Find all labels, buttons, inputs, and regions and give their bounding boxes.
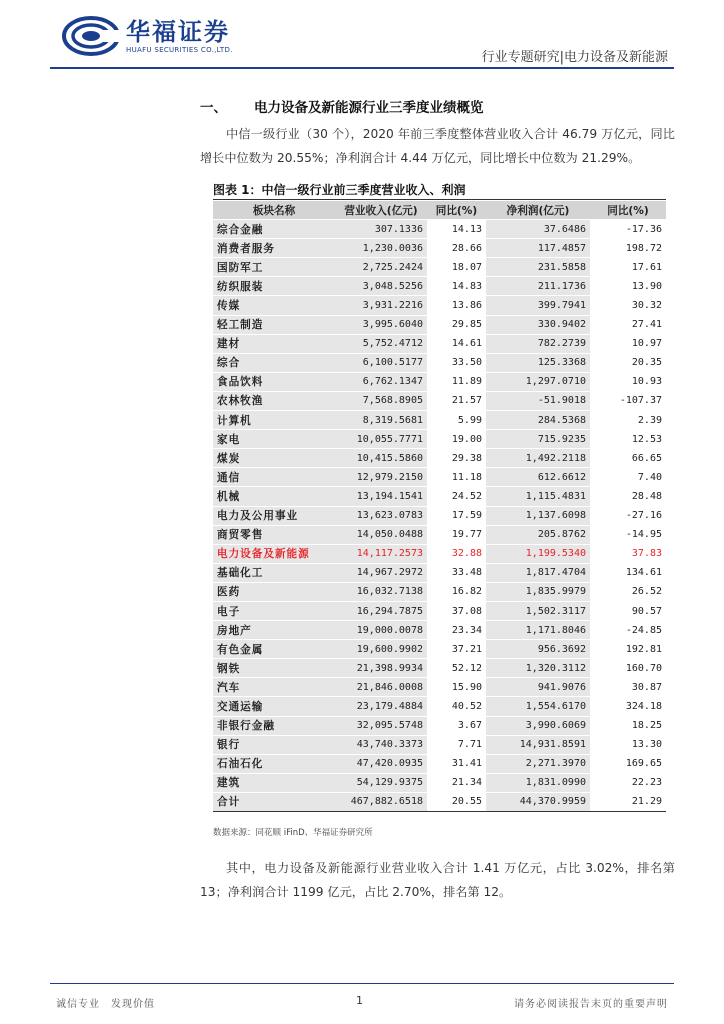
cell-profit-yoy: 17.61: [590, 258, 666, 277]
cell-revenue-yoy: 16.82: [427, 582, 486, 601]
table-row: [213, 468, 666, 487]
footer-divider: [50, 983, 674, 984]
table-row: [213, 601, 666, 620]
cell-profit-yoy: 169.65: [590, 754, 666, 773]
cell-sector: 商贸零售: [213, 525, 335, 544]
cell-profit-yoy: 198.72: [590, 239, 666, 258]
table-row: [213, 315, 666, 334]
cell-revenue-yoy: 52.12: [427, 659, 486, 678]
table-total-row: [213, 792, 666, 811]
table-row: [213, 773, 666, 792]
cell-sector: 石油石化: [213, 754, 335, 773]
figure-source: 数据来源：同花顺 iFinD、华福证券研究所: [213, 828, 373, 838]
cell-revenue-yoy: 14.83: [427, 277, 486, 296]
cell-revenue: 43,740.3373: [335, 735, 427, 754]
cell-profit-yoy: 28.48: [590, 487, 666, 506]
page-number: 1: [356, 994, 363, 1007]
table-row: [213, 258, 666, 277]
table-row: [213, 544, 666, 563]
table-row: [213, 582, 666, 601]
industry-table: [213, 201, 666, 812]
cell-revenue: 6,762.1347: [335, 372, 427, 391]
cell-sector: 消费者服务: [213, 239, 335, 258]
cell-profit-yoy: 30.87: [590, 678, 666, 697]
cell-profit: 1,115.4831: [486, 487, 590, 506]
cell-sector: 有色金属: [213, 640, 335, 659]
footer-slogan: 诚信专业 发现价值: [56, 999, 155, 1010]
cell-revenue: 10,415.5860: [335, 449, 427, 468]
cell-sector: 纺织服装: [213, 277, 335, 296]
cell-revenue: 14,117.2573: [335, 544, 427, 563]
cell-revenue-yoy: 21.34: [427, 773, 486, 792]
cell-sector: 建材: [213, 334, 335, 353]
cell-profit: 956.3692: [486, 640, 590, 659]
cell-sector: 传媒: [213, 296, 335, 315]
cell-sector: 计算机: [213, 411, 335, 430]
cell-profit: 715.9235: [486, 430, 590, 449]
cell-profit-yoy: 26.52: [590, 582, 666, 601]
col-header-profit: 净利润(亿元): [486, 201, 590, 220]
cell-profit-yoy: 134.61: [590, 563, 666, 582]
cell-profit-yoy: 7.40: [590, 468, 666, 487]
cell-profit: 3,990.6069: [486, 716, 590, 735]
cell-revenue-yoy: 13.86: [427, 296, 486, 315]
cell-revenue: 3,931.2216: [335, 296, 427, 315]
cell-sector: 汽车: [213, 678, 335, 697]
table-header-row: [213, 201, 666, 220]
cell-revenue-yoy: 20.55: [427, 792, 486, 811]
cell-revenue-yoy: 18.07: [427, 258, 486, 277]
cell-revenue-yoy: 23.34: [427, 621, 486, 640]
table-row: [213, 621, 666, 640]
cell-profit-yoy: 10.97: [590, 334, 666, 353]
cell-revenue-yoy: 24.52: [427, 487, 486, 506]
section-title: 电力设备及新能源行业三季度业绩概览: [254, 100, 484, 116]
table-row: [213, 334, 666, 353]
cell-profit: 117.4857: [486, 239, 590, 258]
cell-sector: 合计: [213, 792, 335, 811]
cell-revenue-yoy: 33.48: [427, 563, 486, 582]
cell-revenue-yoy: 15.90: [427, 678, 486, 697]
cell-profit: 2,271.3970: [486, 754, 590, 773]
cell-sector: 煤炭: [213, 449, 335, 468]
cell-profit-yoy: -24.85: [590, 621, 666, 640]
figure-title: 图表 1：中信一级行业前三季度营业收入、利润: [213, 183, 466, 197]
cell-sector: 交通运输: [213, 697, 335, 716]
cell-revenue-yoy: 14.61: [427, 334, 486, 353]
cell-profit: 14,931.8591: [486, 735, 590, 754]
summary-paragraph: 其中，电力设备及新能源行业营业收入合计 1.41 万亿元，占比 3.02%，排名第 13；净利润合计 1199 亿元，占比 2.70%，排名第 12。: [200, 861, 675, 899]
cell-profit: 1,817.4704: [486, 563, 590, 582]
cell-profit: 1,137.6098: [486, 506, 590, 525]
table-row: [213, 735, 666, 754]
cell-revenue: 8,319.5681: [335, 411, 427, 430]
table-row: [213, 563, 666, 582]
cell-revenue: 1,230.0036: [335, 239, 427, 258]
section-heading: [200, 96, 484, 116]
footer-disclaimer: 请务必阅读报告末页的重要声明: [514, 999, 668, 1010]
cell-revenue-yoy: 11.89: [427, 372, 486, 391]
cell-revenue-yoy: 7.71: [427, 735, 486, 754]
cell-profit-yoy: 160.70: [590, 659, 666, 678]
cell-sector: 综合: [213, 353, 335, 372]
cell-profit: 44,370.9959: [486, 792, 590, 811]
cell-sector: 建筑: [213, 773, 335, 792]
cell-profit: 1,297.0710: [486, 372, 590, 391]
cell-profit: 231.5858: [486, 258, 590, 277]
cell-revenue: 3,048.5256: [335, 277, 427, 296]
col-header-revenue-yoy: 同比(%): [427, 201, 486, 220]
cell-profit: 37.6486: [486, 220, 590, 239]
cell-revenue: 307.1336: [335, 220, 427, 239]
cell-sector: 综合金融: [213, 220, 335, 239]
cell-profit-yoy: 90.57: [590, 601, 666, 620]
cell-sector: 轻工制造: [213, 315, 335, 334]
cell-revenue-yoy: 14.13: [427, 220, 486, 239]
table-row: [213, 372, 666, 391]
cell-revenue: 19,000.0078: [335, 621, 427, 640]
cell-profit: 1,171.8046: [486, 621, 590, 640]
cell-profit: 1,199.5340: [486, 544, 590, 563]
company-name-en: HUAFU SECURITIES CO.,LTD.: [126, 46, 233, 54]
cell-profit-yoy: 12.53: [590, 430, 666, 449]
cell-revenue-yoy: 21.57: [427, 391, 486, 410]
cell-sector: 基础化工: [213, 563, 335, 582]
table-row: [213, 487, 666, 506]
cell-profit: 284.5368: [486, 411, 590, 430]
cell-profit: 399.7941: [486, 296, 590, 315]
cell-profit: 1,554.6170: [486, 697, 590, 716]
table-row: [213, 220, 666, 239]
cell-revenue: 16,294.7875: [335, 601, 427, 620]
cell-sector: 电力设备及新能源: [213, 544, 335, 563]
cell-revenue-yoy: 3.67: [427, 716, 486, 735]
cell-profit: 941.9076: [486, 678, 590, 697]
table-row: [213, 296, 666, 315]
cell-profit-yoy: 324.18: [590, 697, 666, 716]
cell-profit: 1,502.3117: [486, 601, 590, 620]
cell-sector: 国防军工: [213, 258, 335, 277]
cell-revenue: 5,752.4712: [335, 334, 427, 353]
cell-profit-yoy: 20.35: [590, 353, 666, 372]
cell-revenue: 3,995.6040: [335, 315, 427, 334]
cell-revenue: 10,055.7771: [335, 430, 427, 449]
table-row: [213, 449, 666, 468]
cell-profit-yoy: 21.29: [590, 792, 666, 811]
col-header-profit-yoy: 同比(%): [590, 201, 666, 220]
table-row: [213, 525, 666, 544]
cell-sector: 医药: [213, 582, 335, 601]
cell-profit-yoy: 18.25: [590, 716, 666, 735]
report-category: 行业专题研究|电力设备及新能源: [481, 50, 668, 65]
cell-revenue-yoy: 19.00: [427, 430, 486, 449]
cell-revenue-yoy: 33.50: [427, 353, 486, 372]
table-row: [213, 430, 666, 449]
cell-profit: 1,492.2118: [486, 449, 590, 468]
col-header-revenue: 营业收入(亿元): [335, 201, 427, 220]
cell-revenue: 13,194.1541: [335, 487, 427, 506]
table-row: [213, 697, 666, 716]
cell-revenue: 16,032.7138: [335, 582, 427, 601]
cell-sector: 房地产: [213, 621, 335, 640]
cell-revenue-yoy: 5.99: [427, 411, 486, 430]
cell-profit: 1,320.3112: [486, 659, 590, 678]
cell-revenue-yoy: 37.08: [427, 601, 486, 620]
cell-revenue: 6,100.5177: [335, 353, 427, 372]
cell-sector: 电子: [213, 601, 335, 620]
cell-revenue-yoy: 28.66: [427, 239, 486, 258]
cell-profit: 1,831.0990: [486, 773, 590, 792]
cell-profit-yoy: 10.93: [590, 372, 666, 391]
cell-profit-yoy: -17.36: [590, 220, 666, 239]
company-name-cn: 华福证券: [126, 18, 230, 46]
cell-sector: 银行: [213, 735, 335, 754]
cell-profit-yoy: 13.30: [590, 735, 666, 754]
table-row: [213, 277, 666, 296]
cell-profit-yoy: 37.83: [590, 544, 666, 563]
cell-revenue: 12,979.2150: [335, 468, 427, 487]
table-row: [213, 506, 666, 525]
cell-profit: 125.3368: [486, 353, 590, 372]
cell-revenue: 21,846.0008: [335, 678, 427, 697]
cell-revenue: 19,600.9902: [335, 640, 427, 659]
table-row: [213, 239, 666, 258]
cell-sector: 非银行金融: [213, 716, 335, 735]
cell-profit-yoy: 2.39: [590, 411, 666, 430]
cell-revenue-yoy: 11.18: [427, 468, 486, 487]
cell-profit-yoy: -14.95: [590, 525, 666, 544]
cell-revenue: 13,623.0783: [335, 506, 427, 525]
cell-profit-yoy: 13.90: [590, 277, 666, 296]
cell-revenue-yoy: 29.85: [427, 315, 486, 334]
table-row: [213, 391, 666, 410]
table-row: [213, 716, 666, 735]
cell-revenue: 21,398.9934: [335, 659, 427, 678]
table-row: [213, 411, 666, 430]
cell-revenue-yoy: 37.21: [427, 640, 486, 659]
cell-profit: 205.8762: [486, 525, 590, 544]
cell-sector: 农林牧渔: [213, 391, 335, 410]
cell-revenue-yoy: 32.88: [427, 544, 486, 563]
cell-revenue: 54,129.9375: [335, 773, 427, 792]
table-body: [213, 220, 666, 812]
cell-revenue-yoy: 29.38: [427, 449, 486, 468]
cell-profit-yoy: 27.41: [590, 315, 666, 334]
cell-revenue: 7,568.8905: [335, 391, 427, 410]
cell-profit: 1,835.9979: [486, 582, 590, 601]
cell-profit: 782.2739: [486, 334, 590, 353]
company-logo: [62, 16, 233, 56]
cell-revenue-yoy: 31.41: [427, 754, 486, 773]
cell-revenue: 2,725.2424: [335, 258, 427, 277]
cell-profit-yoy: 30.32: [590, 296, 666, 315]
cell-sector: 钢铁: [213, 659, 335, 678]
cell-profit-yoy: 22.23: [590, 773, 666, 792]
table-row: [213, 640, 666, 659]
table-row: [213, 678, 666, 697]
figure-top-rule: [213, 199, 666, 200]
section-number: 一、: [200, 100, 227, 116]
intro-paragraph: 中信一级行业（30 个），2020 年前三季度整体营业收入合计 46.79 万亿元，同比增长中位数为 20.55%；净利润合计 4.44 万亿元，同比增长中位数为 21.29%。: [200, 127, 675, 165]
cell-revenue: 467,882.6518: [335, 792, 427, 811]
cell-profit-yoy: 192.81: [590, 640, 666, 659]
table-row: [213, 754, 666, 773]
table-row: [213, 353, 666, 372]
table-row: [213, 659, 666, 678]
cell-profit-yoy: 66.65: [590, 449, 666, 468]
cell-profit: -51.9018: [486, 391, 590, 410]
cell-profit: 330.9402: [486, 315, 590, 334]
cell-sector: 电力及公用事业: [213, 506, 335, 525]
cell-sector: 通信: [213, 468, 335, 487]
cell-profit: 612.6612: [486, 468, 590, 487]
cell-revenue: 47,420.0935: [335, 754, 427, 773]
cell-profit: 211.1736: [486, 277, 590, 296]
header-divider: [50, 67, 674, 69]
cell-revenue: 14,050.0488: [335, 525, 427, 544]
cell-profit-yoy: -27.16: [590, 506, 666, 525]
cell-revenue-yoy: 17.59: [427, 506, 486, 525]
cell-sector: 家电: [213, 430, 335, 449]
cell-sector: 机械: [213, 487, 335, 506]
col-header-sector: 板块名称: [213, 201, 335, 220]
cell-revenue: 14,967.2972: [335, 563, 427, 582]
cell-revenue: 32,095.5748: [335, 716, 427, 735]
cell-sector: 食品饮料: [213, 372, 335, 391]
cell-revenue-yoy: 40.52: [427, 697, 486, 716]
huafu-swirl-icon: [62, 16, 120, 56]
cell-revenue-yoy: 19.77: [427, 525, 486, 544]
cell-profit-yoy: -107.37: [590, 391, 666, 410]
cell-revenue: 23,179.4884: [335, 697, 427, 716]
